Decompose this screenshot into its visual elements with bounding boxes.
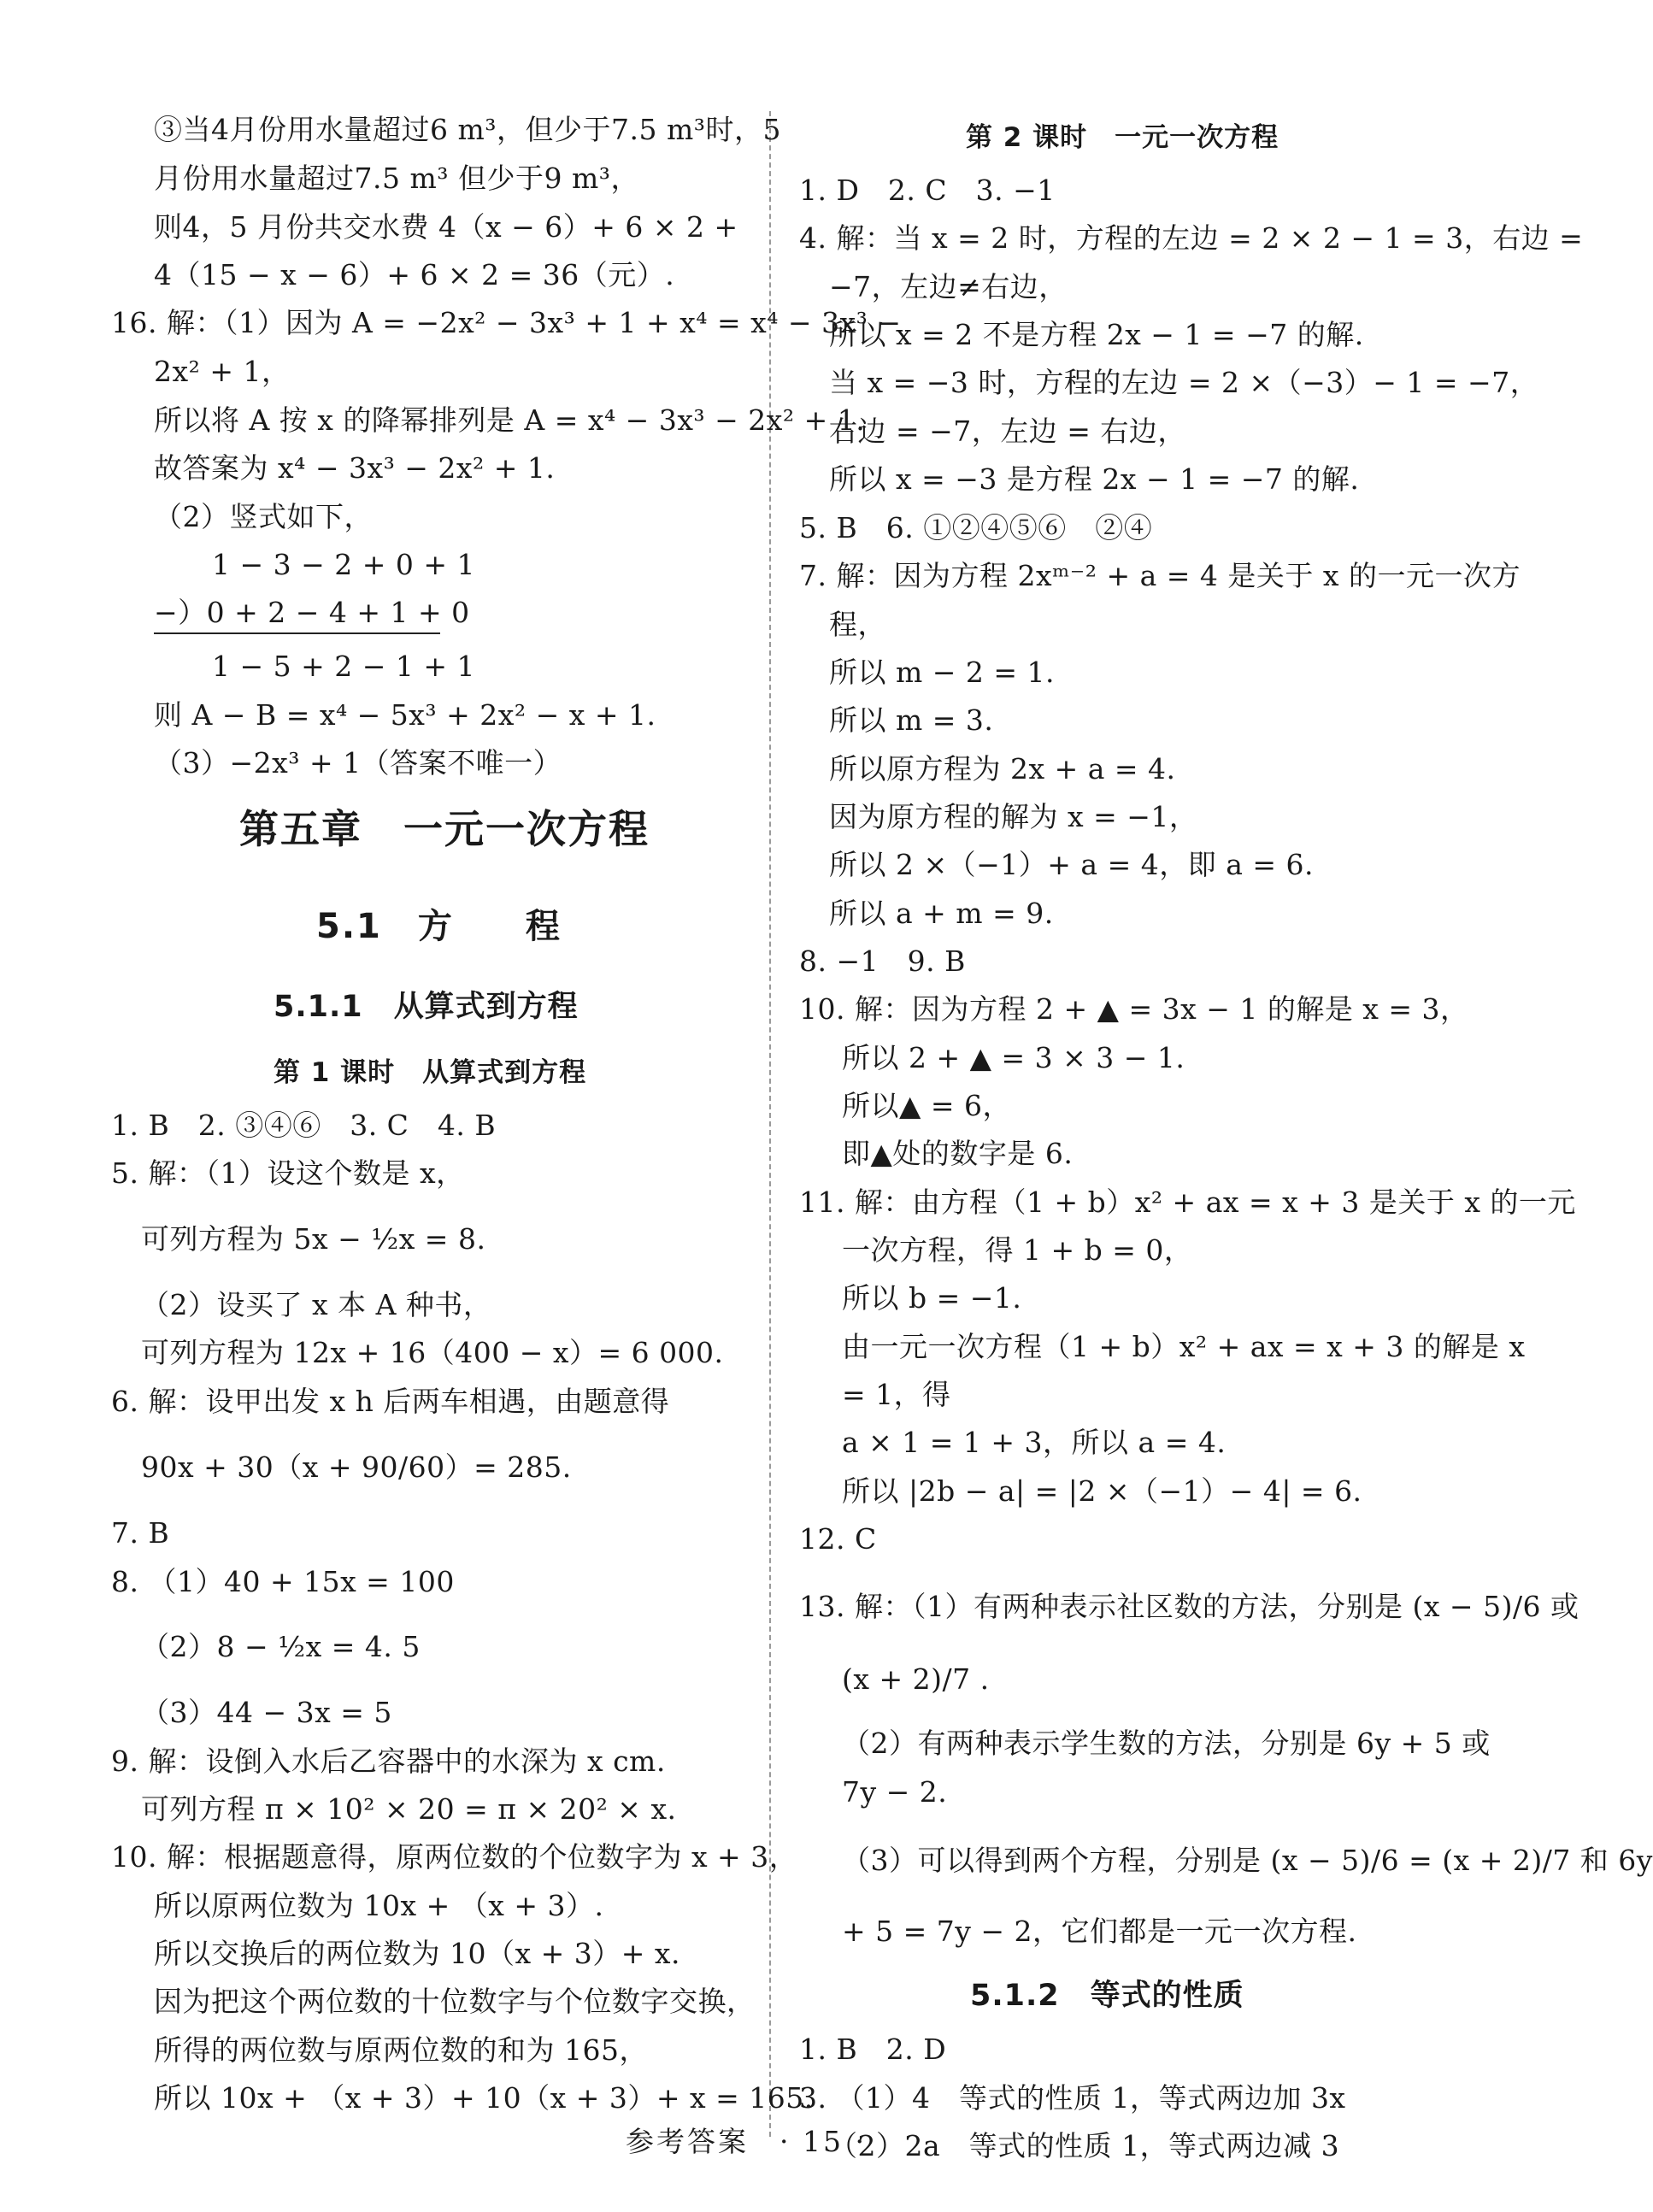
text-line: (x + 2)/7 . — [842, 1662, 990, 1696]
section-title: 5.1 方 程 — [316, 907, 562, 946]
text-line: 可列方程为 12x + 16（400 − x）= 6 000. — [141, 1336, 724, 1369]
text-line: 6. 解：设甲出发 x h 后两车相遇，由题意得 — [111, 1385, 670, 1418]
text-line: 7. 解：因为方程 2xᵐ⁻² + a = 4 是关于 x 的一元一次方 — [799, 559, 1521, 592]
text-line: 16. 解：（1）因为 A = −2x² − 3x³ + 1 + x⁴ = x⁴ − 3x³ − — [111, 306, 902, 339]
text-line: 一次方程，得 1 + b = 0， — [842, 1233, 1193, 1267]
text-line: 故答案为 x⁴ − 3x³ − 2x² + 1. — [154, 451, 556, 485]
text-line: 13. 解：（1）有两种表示社区数的方法，分别是 (x − 5)/6 或 — [799, 1590, 1579, 1623]
text-line: 10. 解：因为方程 2 + ▲ = 3x − 1 的解是 x = 3， — [799, 992, 1469, 1026]
text-line: 因为原方程的解为 x = −1， — [829, 800, 1198, 833]
text-line: （2）8 − ½x = 4. 5 — [141, 1630, 421, 1663]
text-line: 1. B 2. ③④⑥ 3. C 4. B — [111, 1109, 497, 1142]
subsection-title: 5.1.2 等式的性质 — [970, 1979, 1244, 2013]
text-line: 1. D 2. C 3. −1 — [799, 174, 1056, 207]
chapter-title: 第五章 一元一次方程 — [239, 806, 650, 852]
text-line: 所以将 A 按 x 的降幂排列是 A = x⁴ − 3x³ − 2x² + 1. — [154, 403, 866, 437]
text-line: 所以 x = −3 是方程 2x − 1 = −7 的解. — [829, 462, 1360, 496]
text-line: （3）44 − 3x = 5 — [141, 1696, 392, 1729]
text-line: ③当4月份用水量超过6 m³，但少于7.5 m³时，5 — [154, 113, 781, 146]
text-line: 右边 = −7，左边 = 右边， — [829, 415, 1186, 448]
text-line: 可列方程 π × 10² × 20 = π × 20² × x. — [141, 1792, 677, 1826]
text-line: （2）竖式如下， — [154, 500, 373, 533]
text-line: 当 x = −3 时，方程的左边 = 2 ×（−3）− 1 = −7， — [829, 366, 1539, 399]
text-line: 因为把这个两位数的十位数字与个位数字交换， — [154, 1985, 756, 2018]
text-line: 所以 m − 2 = 1. — [829, 656, 1056, 689]
text-line: 7y − 2. — [842, 1775, 948, 1809]
text-line: 1. B 2. D — [799, 2033, 947, 2066]
text-line: 所以 m = 3. — [829, 703, 994, 737]
text-line: 90x + 30（x + 90/60）= 285. — [141, 1450, 572, 1484]
text-line: （2）有两种表示学生数的方法，分别是 6y + 5 或 — [842, 1727, 1491, 1760]
text-line: 所以 b = −1. — [842, 1281, 1022, 1315]
text-line: 2x² + 1， — [154, 355, 291, 388]
text-line: 所以原两位数为 10x + （x + 3）. — [154, 1889, 604, 1922]
text-line: 程， — [829, 608, 886, 641]
page-footer: 参考答案 · 15 · — [626, 2125, 867, 2158]
text-line: 4. 解：当 x = 2 时，方程的左边 = 2 × 2 − 1 = 3，右边 = — [799, 221, 1584, 255]
text-line: 所以 |2b − a| = |2 ×（−1）− 4| = 6. — [842, 1474, 1362, 1508]
text-line: 所以 2 + ▲ = 3 × 3 − 1. — [842, 1041, 1185, 1074]
text-line: 8. −1 9. B — [799, 944, 966, 978]
text-line: 所以▲ = 6， — [842, 1089, 1012, 1122]
text-line: （3）可以得到两个方程，分别是 (x − 5)/6 = (x + 2)/7 和 6y — [842, 1844, 1653, 1877]
text-line: 所以 10x + （x + 3）+ 10（x + 3）+ x = 165. — [154, 2081, 814, 2115]
text-line: 即▲处的数字是 6. — [842, 1137, 1074, 1170]
text-line: 8. （1）40 + 15x = 100 — [111, 1565, 455, 1598]
text-line: 所以 x = 2 不是方程 2x − 1 = −7 的解. — [829, 318, 1364, 351]
text-line: = 1，得 — [842, 1378, 951, 1411]
text-line: a × 1 = 1 + 3，所以 a = 4. — [842, 1426, 1227, 1459]
text-line: 所以 2 ×（−1）+ a = 4，即 a = 6. — [829, 848, 1314, 881]
text-line: 所以 a + m = 9. — [829, 897, 1054, 930]
text-line: + 5 = 7y − 2，它们都是一元一次方程. — [842, 1915, 1357, 1948]
text-line: 5. B 6. ①②④⑤⑥ ②④ — [799, 511, 1153, 544]
calc-rule — [154, 632, 440, 634]
text-line: （3）−2x³ + 1（答案不唯一） — [154, 746, 562, 779]
text-line: −7，左边≠右边， — [829, 270, 1068, 303]
text-line: 所得的两位数与原两位数的和为 165， — [154, 2033, 648, 2067]
text-line: 11. 解：由方程（1 + b）x² + ax = x + 3 是关于 x 的一元 — [799, 1185, 1576, 1219]
vertical-calc-row: 1 − 5 + 2 − 1 + 1 — [212, 650, 475, 683]
subsection-title: 5.1.1 从算式到方程 — [274, 990, 579, 1024]
lesson-title: 第 1 课时 从算式到方程 — [274, 1057, 587, 1088]
text-line: 所以原方程为 2x + a = 4. — [829, 752, 1176, 785]
text-line: 7. B — [111, 1516, 170, 1550]
text-line: 月份用水量超过7.5 m³ 但少于9 m³， — [154, 162, 639, 195]
text-line: 10. 解：根据题意得，原两位数的个位数字为 x + 3， — [111, 1840, 798, 1874]
text-line: （2）设买了 x 本 A 种书， — [141, 1288, 492, 1321]
text-line: 4（15 − x − 6）+ 6 × 2 = 36（元）. — [154, 258, 675, 291]
text-line: 12. C — [799, 1522, 877, 1556]
lesson-title: 第 2 课时 一元一次方程 — [966, 122, 1279, 153]
text-line: 5. 解：（1）设这个数是 x， — [111, 1156, 465, 1190]
text-line: 所以交换后的两位数为 10（x + 3）+ x. — [154, 1937, 680, 1970]
vertical-calc-row: 1 − 3 − 2 + 0 + 1 — [212, 548, 475, 581]
text-line: 则4，5 月份共交水费 4（x − 6）+ 6 × 2 + — [154, 210, 738, 244]
text-line: 9. 解：设倒入水后乙容器中的水深为 x cm. — [111, 1744, 666, 1778]
text-line: 则 A − B = x⁴ − 5x³ + 2x² − x + 1. — [154, 698, 656, 732]
text-line: 由一元一次方程（1 + b）x² + ax = x + 3 的解是 x — [842, 1330, 1526, 1363]
vertical-calc-row: −）0 + 2 − 4 + 1 + 0 — [154, 596, 470, 629]
text-line: （2）2a 等式的性质 1，等式两边减 3 — [829, 2129, 1340, 2162]
text-line: 3. （1）4 等式的性质 1，等式两边加 3x — [799, 2081, 1346, 2115]
text-line: 可列方程为 5x − ½x = 8. — [141, 1222, 486, 1256]
